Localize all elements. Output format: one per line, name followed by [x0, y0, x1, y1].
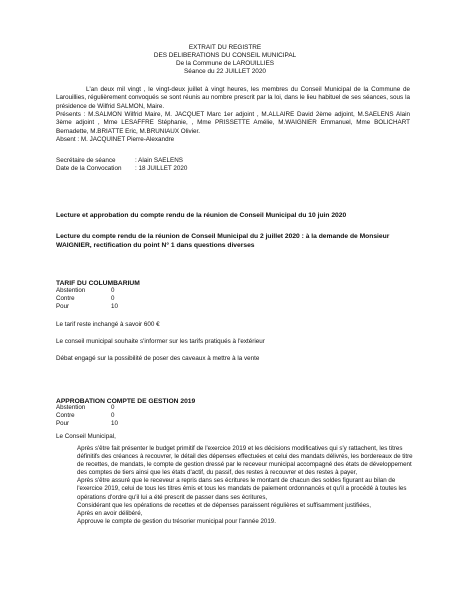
columbarium-vote-pour — [56, 303, 118, 311]
vote-label: Abstention — [56, 404, 86, 411]
considerant-item: Après en avoir délibéré, — [77, 509, 143, 517]
considerant-item: Approuve le compte de gestion du trésorier municipal pour l'année 2019. — [77, 517, 276, 525]
columbarium-paragraph-1: Le tarif reste inchangé à savoir 600 € — [56, 321, 160, 328]
vote-value: 0 — [111, 287, 115, 294]
gestion-title: APPROBATION COMPTE DE GESTION 2019 — [56, 398, 196, 405]
convocation-value: : 18 JUILLET 2020 — [135, 165, 188, 172]
section-1-title: Lecture et approbation du compte rendu de la réunion de Conseil Municipal du 10 juin 2020 — [56, 212, 347, 219]
vote-value: 0 — [111, 412, 115, 419]
vote-value: 10 — [111, 420, 118, 427]
header-line-3: De la Commune de LAROUILLIES — [175, 60, 275, 67]
vote-label: Pour — [56, 303, 70, 310]
gestion-vote-contre — [56, 412, 114, 420]
gestion-vote-pour — [56, 420, 118, 428]
secretaire-label: Secrétaire de séance — [56, 157, 116, 164]
vote-label: Pour — [56, 420, 70, 427]
columbarium-paragraph-2: Le conseil municipal souhaite s'informer sur les tarifs pratiqués à l'extérieur — [56, 338, 265, 345]
vote-label: Contre — [56, 412, 75, 419]
vote-value: 0 — [111, 404, 115, 411]
considerant-item: Après s'être fait présenter le budget primitif de l'exercice 2019 et les décisions modificatives qui s'y rattachent, les titres définitifs des créances à recouvrer, le détail des dépenses effectuées et celui des mandats délivrés, les bordereaux de titre de recettes, de mandats, le compte de gestion dressé par le receveur municipal accompagné des états de développement des comptes de tiers ainsi que les états d'actif, du passif, des restes à recouvrer et des restes à payer, — [77, 445, 413, 477]
secretaire-value: : Alain SAELENS — [135, 157, 183, 164]
vote-value: 10 — [111, 303, 118, 310]
intro-paragraph: L'an deux mil vingt , le vingt-deux juillet à vingt heures, les membres du Conseil Municipal de la Commune de Larouillies, régulièrement convoqués se sont réunis au nombre prescrit par la loi, dans le lieu habituel de ses séances, sous la présidence de Wilfrid SALMON, Maire. — [56, 86, 410, 110]
absent-line: Absent : M. JACQUINET Pierre-Alexandre — [56, 136, 175, 143]
gestion-intro: Le Conseil Municipal, — [56, 433, 116, 440]
header-line-4: Séance du 22 JUILLET 2020 — [184, 68, 266, 75]
vote-label: Contre — [56, 295, 75, 302]
gestion-considerants-list — [77, 445, 417, 526]
presents-paragraph: Présents : M.SALMON Wilfrid Maire, M. JACQUET Marc 1er adjoint , M.ALLAIRE David 2ème adjoint, M.SAELENS Alain 3ème adjoint , Mme LESAFFRE Stéphanie, , Mme PRISSETTE Amélie, M.WAIGNIER Emmanuel, Mme BOLICHART Bernadette, M.BRIATTE Eric, M.BRUNIAUX Olivier. — [56, 111, 410, 135]
columbarium-vote-contre — [56, 295, 114, 303]
header-line-1: EXTRAIT DU REGISTRE — [188, 44, 262, 51]
vote-label: Abstention — [56, 287, 86, 294]
considerant-item: Considérant que les opérations de recettes et de dépenses paraissent régulières et suffisamment justifiées, — [77, 501, 371, 509]
columbarium-paragraph-3: Débat engagé sur la possibilité de poser des caveaux à mettre à la vente — [56, 355, 260, 362]
columbarium-vote-abstention — [56, 287, 114, 295]
header-line-2: DES DELIBERATIONS DU CONSEIL MUNICIPAL — [153, 52, 297, 59]
vote-value: 0 — [111, 295, 115, 302]
convocation-label: Date de la Convocation — [56, 165, 122, 172]
considerant-item: Après s'être assuré que le receveur a repris dans ses écritures le montant de chacun des soldes figurant au bilan de l'exercice 2019, celui de tous les titres émis et tous les mandats de paiement ordonnancés et qu'il a procédé à toutes les opérations d'ordre qu'il lui a été prescrit de passer dans ses écritures, — [77, 477, 407, 501]
columbarium-title: TARIF DU COLUMBARIUM — [56, 280, 140, 287]
section-2-title: Lecture du compte rendu de la réunion de Conseil Municipal du 2 juillet 2020 : à la demande de Monsieur WAIGNIER, rectification du point N° 1 dans questions diverses — [56, 233, 390, 249]
gestion-vote-abstention — [56, 404, 114, 412]
